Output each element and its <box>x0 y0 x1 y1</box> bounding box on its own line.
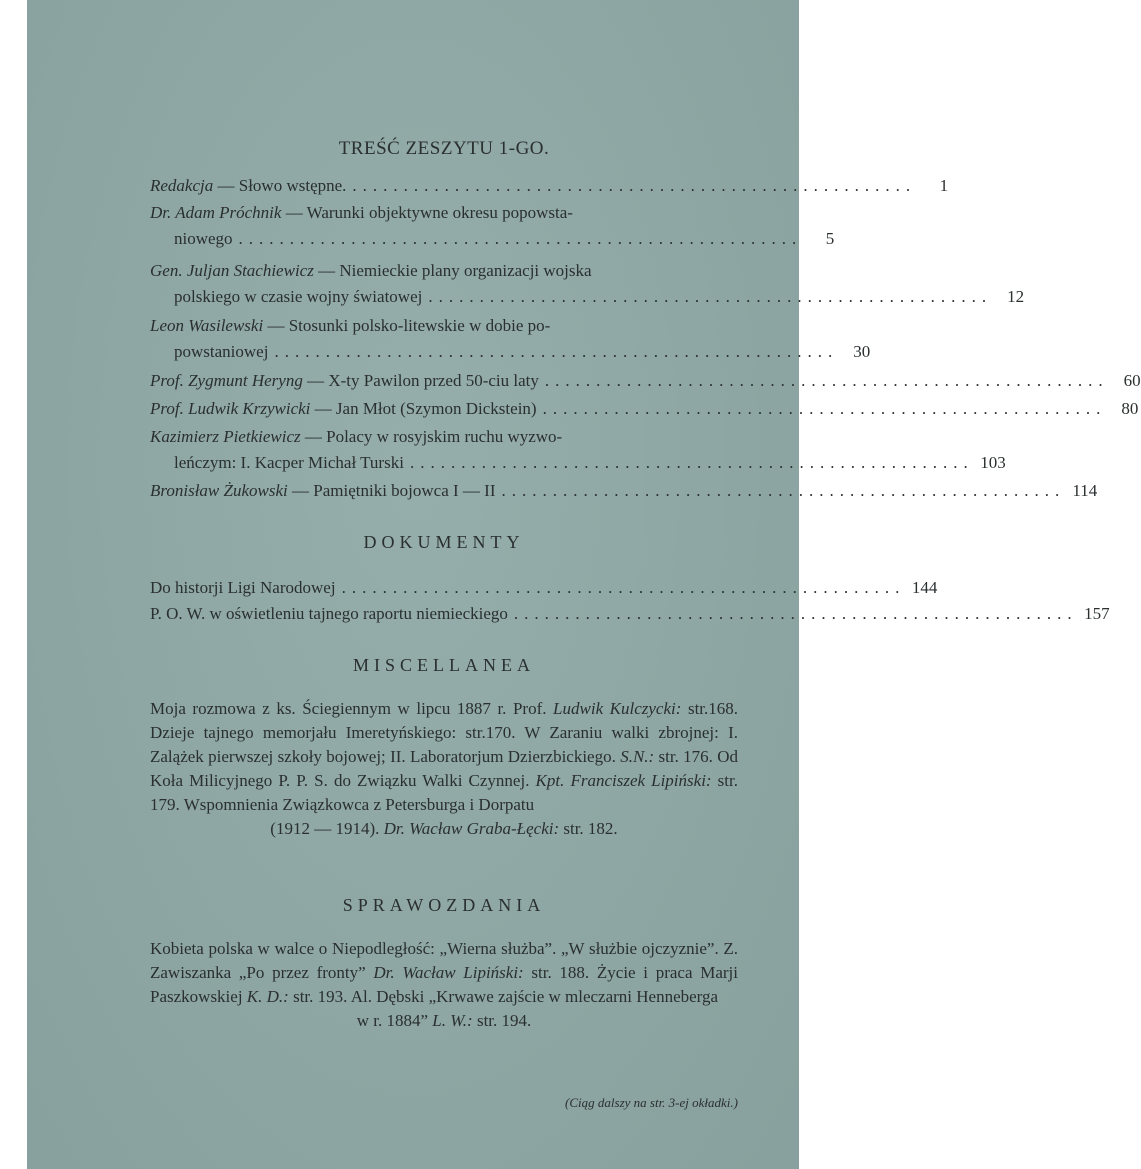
toc-entry: Gen. Juljan Stachiewicz — Niemieckie plany organizacji wojska polskiego w czasie wojny światowej ....................................................... 12 <box>150 258 738 310</box>
toc-page-number: 114 <box>1072 481 1098 500</box>
page-scan <box>27 0 1141 1169</box>
toc-title: Pamiętniki bojowca I — II <box>313 481 496 500</box>
toc-title-continued: powstaniowej <box>174 342 269 361</box>
toc-title: Polacy w rosyjskim ruchu wyzwo- <box>326 427 563 446</box>
toc-author: Dr. Adam Próchnik <box>150 203 282 222</box>
toc-author: Bronisław Żukowski <box>150 481 288 500</box>
toc-title: Niemieckie plany organizacji wojska <box>339 261 592 280</box>
toc-page-number: 1 <box>939 176 949 195</box>
toc-entry: Leon Wasilewski — Stosunki polsko-litewskie w dobie po- powstaniowej ....................................................... 30 <box>150 313 738 365</box>
section-heading-miscellanea: MISCELLANEA <box>353 655 535 675</box>
toc-page-number: 12 <box>1007 287 1025 306</box>
author-name: S.N.: <box>620 747 655 766</box>
document-entry: Do historji Ligi Narodowej ....................................................... 144 P. O. W. w oświetleniu tajnego raportu niemieckiego ....................................................... 157 <box>150 575 738 627</box>
toc-entry: Redakcja — Słowo wstępne. ....................................................... 1 <box>150 173 738 199</box>
toc-entry: Prof. Zygmunt Heryng — X-ty Pawilon przed 50-ciu laty ....................................................... 60 <box>150 368 738 394</box>
toc-page-number: 80 <box>1121 399 1139 418</box>
toc-title-continued: polskiego w czasie wojny światowej <box>174 287 423 306</box>
toc-title-continued: leńczym: I. Kacper Michał Turski <box>174 453 404 472</box>
toc-page-number: 60 <box>1123 371 1141 390</box>
toc-author: Gen. Juljan Stachiewicz <box>150 261 314 280</box>
author-name: Dr. Wacław Graba-Łęcki: <box>383 819 560 838</box>
sprawozdania-paragraph: Kobieta polska w walce o Niepodległość: „Wierna służba”. „W służbie ojczyznie”. Z. Zawiszanka „Po przez fronty” Dr. Wacław Lipiński: str. 188. Życie i praca Marji Paszkowskiej K. D.: str. 193. Al. Dębski „Krwawe zajście w mleczarni Henneberga w r. 1884” L. W.: str. 194. <box>150 939 738 1030</box>
miscellanea-paragraph: Moja rozmowa z ks. Ściegiennym w lipcu 1887 r. Prof. Ludwik Kulczycki: str.168. Dzieje tajnego memorjału Imeretyńskiego: str.170. W Zaraniu walki zbrojnej: I. Zalążek pierwszej szkoły bojowej; II. Laboratorjum Dzierzbickiego. S.N.: str. 176. Od Koła Milicyjnego P. P. S. do Związku Walki Czynnej. Kpt. Franciszek Lipiński: str. 179. Wspomnienia Związkowca z Petersburga i Dorpatu (1912 — 1914). Dr. Wacław Graba-Łęcki: str. 182. <box>150 699 739 838</box>
toc-entry: Bronisław Żukowski — Pamiętniki bojowca I — II ....................................................... 114 <box>150 478 738 504</box>
toc-author: Redakcja <box>150 176 214 195</box>
toc-entry: Kazimierz Pietkiewicz — Polacy w rosyjskim ruchu wyzwo- leńczym: I. Kacper Michał Turski ....................................................... 103 <box>150 424 738 476</box>
toc-author: Leon Wasilewski <box>150 316 264 335</box>
contents-title: TREŚĆ ZESZYTU 1-GO. <box>338 138 550 159</box>
document-page-number: 144 <box>911 578 938 597</box>
toc-title: Warunki objektywne okresu popowsta- <box>306 203 573 222</box>
toc-author: Kazimierz Pietkiewicz <box>150 427 301 446</box>
toc-title: Jan Młot (Szymon Dickstein) <box>335 399 537 418</box>
author-name: L. W.: <box>432 1011 473 1030</box>
toc-page-number: 103 <box>980 453 1006 472</box>
toc-entry: Dr. Adam Próchnik — Warunki objektywne okresu popowsta- niowego ....................................................... 5 <box>150 200 738 252</box>
toc-page-number: 5 <box>825 229 835 248</box>
section-heading-sprawozdania: SPRAWOZDANIA <box>342 895 546 915</box>
document-title: Do historji Ligi Narodowej <box>150 578 336 597</box>
toc-author: Prof. Zygmunt Heryng <box>150 371 303 390</box>
continuation-note: (Ciąg dalszy na str. 3-ej okładki.) <box>565 1095 738 1110</box>
toc-title-continued: niowego <box>174 229 233 248</box>
section-heading-dokumenty: DOKUMENTY <box>363 532 525 552</box>
toc-page-number: 30 <box>853 342 871 361</box>
toc-title: Słowo wstępne. <box>238 176 347 195</box>
author-name: Ludwik Kulczycki: <box>553 699 682 718</box>
author-name: Dr. Wacław Lipiński: <box>373 963 524 982</box>
document-page-number: 157 <box>1084 604 1110 623</box>
author-name: Kpt. Franciszek Lipiński: <box>535 771 712 790</box>
document-title: P. O. W. w oświetleniu tajnego raportu niemieckiego <box>150 604 508 623</box>
toc-entry: Prof. Ludwik Krzywicki — Jan Młot (Szymon Dickstein) ....................................................... 80 <box>150 396 738 422</box>
toc-title: Stosunki polsko-litewskie w dobie po- <box>288 316 551 335</box>
author-name: K. D.: <box>246 987 289 1006</box>
toc-author: Prof. Ludwik Krzywicki <box>150 399 311 418</box>
toc-title: X-ty Pawilon przed 50-ciu laty <box>328 371 539 390</box>
